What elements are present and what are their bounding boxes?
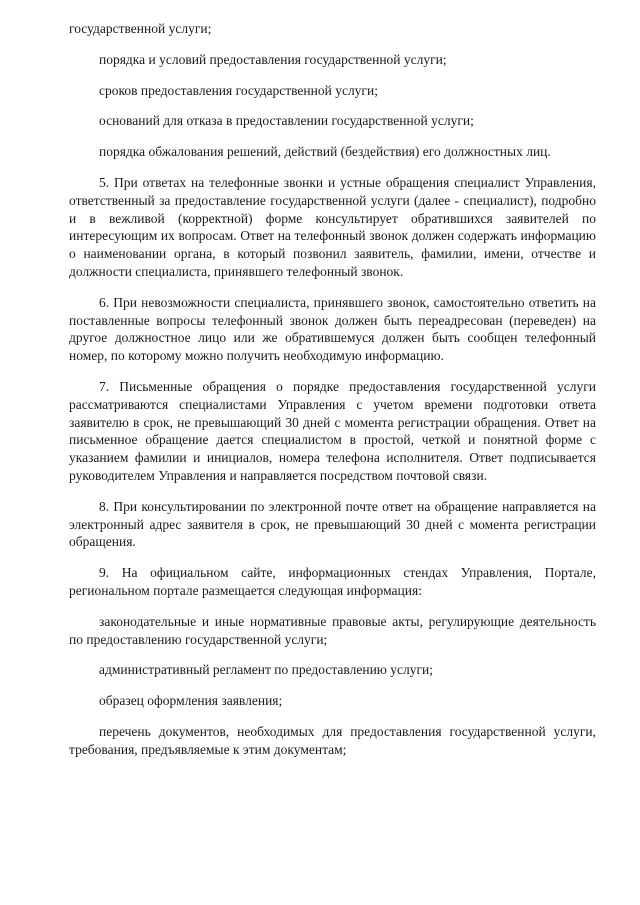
list-item-application-sample: образец оформления заявления; — [99, 693, 283, 709]
list-item-order-conditions: порядка и условий предоставления государственной услуги; — [99, 51, 447, 67]
list-item-regulation: административный регламент по предоставлению услуги; — [99, 662, 433, 678]
paragraph-6-redirect: 6. При невозможности специалиста, принявшего звонок, самостоятельно ответить на поставленные вопросы телефонный звонок должен быть переадресован (переведен) на другое должностное лицо или же обратившемуся должен быть сообщен телефонный номер, по которому можно получить необходимую информацию. — [69, 294, 596, 364]
list-item-documents-list: перечень документов, необходимых для предоставления государственной услуги, требования, предъявляемые к этим документам; — [69, 723, 596, 757]
paragraph-5-phone-calls: 5. При ответах на телефонные звонки и устные обращения специалист Управления, ответственный за предоставление государственной услуги (далее - специалист), подробно и в вежливой (корректной) форме консультирует обратившихся заявителей по интересующим их вопросам. Ответ на телефонный звонок должен содержать информацию о наименовании органа, в который позвонил заявитель, фамилии, имени, отчестве и должности специалиста, принявшего телефонный звонок. — [69, 174, 596, 279]
paragraph-continuation: государственной услуги; — [69, 21, 212, 36]
list-item-terms: сроков предоставления государственной услуги; — [99, 82, 378, 98]
paragraph-7-written-requests: 7. Письменные обращения о порядке предоставления государственной услуги рассматриваются специалистами Управления с учетом времени подготовки ответа заявителю в срок, не превышающий 30 дней с момента регистрации обращения. Ответ на письменное обращение дается специалистом в простой, четкой и понятной форме с указанием фамилии и инициалов, номера телефона исполнителя. Ответ подписывается руководителем Управления и направляется посредством почтовой связи. — [69, 378, 596, 483]
paragraph-8-email: 8. При консультировании по электронной почте ответ на обращение направляется на электронный адрес заявителя в срок, не превышающий 30 дней с момента регистрации обращения. — [69, 498, 596, 550]
paragraph-9-published-info: 9. На официальном сайте, информационных стендах Управления, Портале, региональном портале размещается следующая информация: — [69, 565, 596, 598]
list-item-appeal-order: порядка обжалования решений, действий (бездействия) его должностных лиц. — [99, 144, 551, 160]
list-item-legal-acts: законодательные и иные нормативные правовые акты, регулирующие деятельность по предоставлению государственной услуги; — [69, 613, 596, 647]
list-item-refusal-grounds: оснований для отказа в предоставлении государственной услуги; — [99, 113, 474, 129]
